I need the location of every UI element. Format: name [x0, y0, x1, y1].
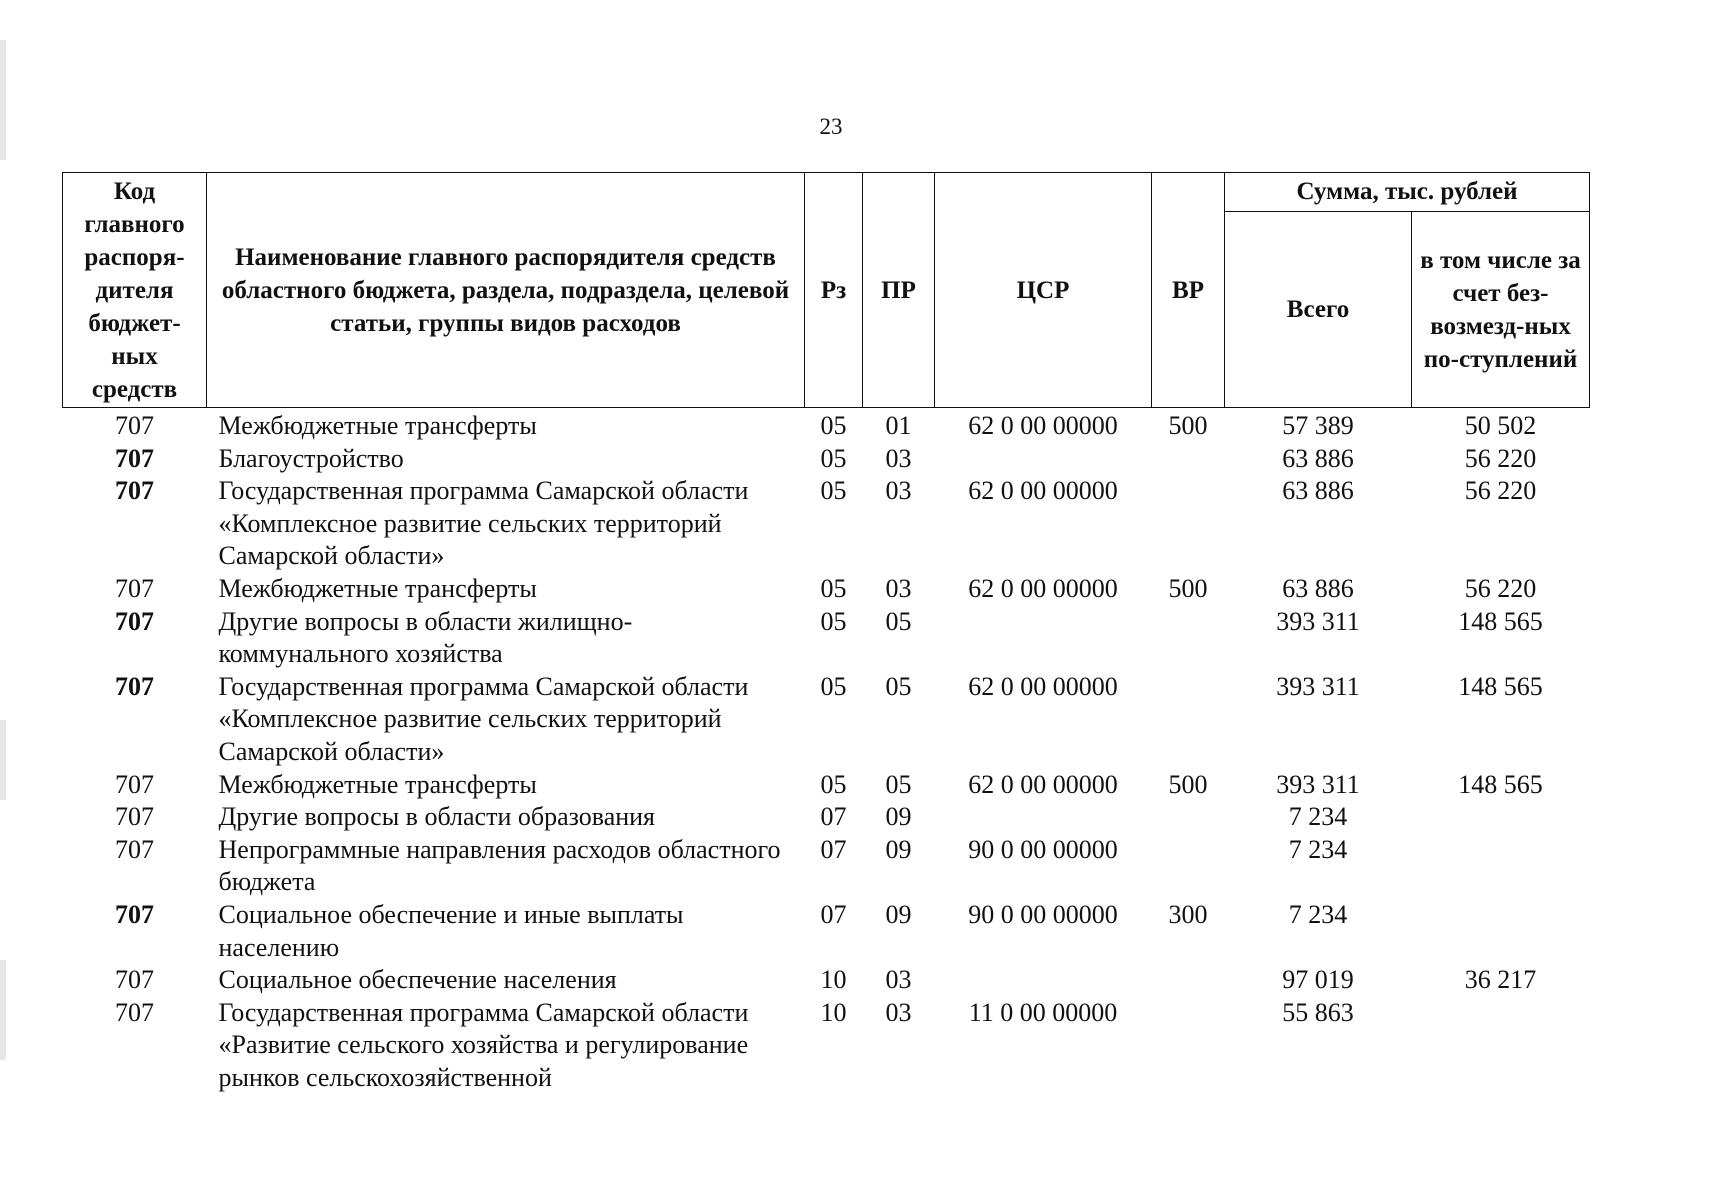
cell-total: 7 234 — [1288, 899, 1348, 929]
scan-edge-artifact — [0, 720, 6, 800]
table-header — [63, 173, 1590, 408]
cell-rz: 07 — [820, 802, 847, 832]
cell-csr — [935, 606, 1152, 671]
cell-grant: 56 220 — [1464, 476, 1537, 506]
cell-code: 707 — [115, 769, 154, 799]
cell-rz: 07 — [820, 834, 847, 864]
cell-grant: 148 565 — [1458, 606, 1543, 636]
table-row — [63, 606, 1590, 671]
cell-rz: 05 — [820, 606, 847, 636]
cell-csr — [935, 443, 1152, 476]
cell-rz: 07 — [820, 899, 847, 929]
cell-vr: 500 — [1168, 411, 1208, 440]
cell-vr: 300 — [1168, 899, 1208, 929]
cell-total: 97 019 — [1282, 965, 1354, 995]
cell-pr: 03 — [885, 965, 912, 995]
cell-name: Благоустройство — [218, 443, 404, 473]
header-total: Всего — [1225, 212, 1412, 408]
cell-vr — [1152, 475, 1225, 573]
cell-total: 393 311 — [1276, 606, 1360, 636]
cell-rz: 05 — [820, 411, 847, 440]
table-row — [63, 408, 1590, 443]
table-row — [63, 834, 1590, 899]
table-row — [63, 443, 1590, 476]
cell-vr — [1152, 964, 1225, 997]
cell-vr — [1152, 606, 1225, 671]
cell-code: 707 — [115, 802, 154, 832]
cell-total: 57 389 — [1282, 411, 1354, 440]
cell-pr: 09 — [885, 834, 912, 864]
header-sum: Сумма, тыс. рублей — [1225, 173, 1590, 212]
cell-csr: 62 0 00 00000 — [968, 671, 1118, 701]
cell-grant: 56 220 — [1464, 573, 1537, 603]
cell-csr: 90 0 00 00000 — [968, 899, 1118, 929]
cell-vr: 500 — [1168, 769, 1208, 799]
cell-csr: 62 0 00 00000 — [968, 411, 1118, 440]
table-row — [63, 769, 1590, 802]
cell-name: Государственная программа Самарской области «Комплексное развитие сельских территорий Самарской области» — [218, 476, 749, 571]
cell-vr — [1152, 443, 1225, 476]
cell-total: 7 234 — [1288, 834, 1348, 864]
header-rz: Рз — [805, 173, 863, 408]
budget-table — [62, 172, 1590, 1094]
header-pr: ПР — [863, 173, 935, 408]
header-code: Код главного распоря-дителя бюджет-ных средств — [63, 173, 207, 408]
table-row — [63, 899, 1590, 964]
cell-grant — [1412, 801, 1590, 834]
cell-rz: 05 — [820, 443, 847, 473]
cell-rz: 05 — [820, 671, 847, 701]
cell-vr — [1152, 834, 1225, 899]
header-vr: ВР — [1152, 173, 1225, 408]
cell-code: 707 — [115, 965, 154, 995]
header-grant: в том числе за счет без-возмезд-ных по-ступлений — [1412, 212, 1590, 408]
cell-vr — [1152, 671, 1225, 769]
table-row — [63, 801, 1590, 834]
cell-name: Социальное обеспечение и иные выплаты населению — [218, 899, 684, 962]
cell-pr: 09 — [885, 802, 912, 832]
cell-pr: 03 — [885, 997, 912, 1027]
table-row — [63, 964, 1590, 997]
cell-csr — [935, 964, 1152, 997]
cell-grant: 148 565 — [1458, 671, 1543, 701]
cell-total: 55 863 — [1282, 997, 1354, 1027]
cell-grant — [1412, 834, 1590, 899]
cell-name: Государственная программа Самарской области «Комплексное развитие сельских территорий Самарской области» — [218, 671, 749, 766]
cell-vr — [1152, 997, 1225, 1095]
cell-grant — [1412, 997, 1590, 1095]
cell-vr — [1152, 801, 1225, 834]
cell-name: Межбюджетные трансферты — [218, 573, 537, 603]
table-row — [63, 475, 1590, 573]
cell-name: Социальное обеспечение населения — [218, 965, 617, 995]
cell-grant: 36 217 — [1464, 965, 1537, 995]
cell-name: Другие вопросы в области жилищно-коммунального хозяйства — [218, 606, 633, 669]
cell-csr — [935, 801, 1152, 834]
header-csr: ЦСР — [935, 173, 1152, 408]
cell-name: Непрограммные направления расходов областного бюджета — [218, 834, 781, 897]
cell-total: 393 311 — [1276, 671, 1360, 701]
cell-pr: 03 — [885, 573, 912, 603]
cell-name: Межбюджетные трансферты — [218, 769, 537, 799]
cell-pr: 05 — [885, 671, 912, 701]
cell-grant: 148 565 — [1458, 769, 1543, 799]
cell-grant: 56 220 — [1464, 443, 1537, 473]
cell-total: 63 886 — [1282, 443, 1354, 473]
cell-code: 707 — [115, 671, 154, 701]
scan-edge-artifact — [0, 960, 6, 1060]
cell-code: 707 — [115, 443, 154, 473]
table-row — [63, 573, 1590, 606]
cell-vr: 500 — [1168, 573, 1208, 603]
cell-pr: 01 — [885, 411, 912, 440]
cell-grant — [1412, 899, 1590, 964]
cell-grant: 50 502 — [1464, 411, 1537, 440]
cell-total: 63 886 — [1282, 573, 1354, 603]
cell-pr: 09 — [885, 899, 912, 929]
cell-pr: 03 — [885, 476, 912, 506]
scan-edge-artifact — [0, 40, 6, 160]
cell-total: 393 311 — [1276, 769, 1360, 799]
cell-rz: 10 — [820, 997, 847, 1027]
cell-rz: 05 — [820, 573, 847, 603]
cell-csr: 90 0 00 00000 — [968, 834, 1118, 864]
cell-pr: 05 — [885, 769, 912, 799]
cell-code: 707 — [115, 606, 154, 636]
cell-total: 63 886 — [1282, 476, 1354, 506]
cell-pr: 03 — [885, 443, 912, 473]
cell-code: 707 — [115, 411, 154, 440]
cell-pr: 05 — [885, 606, 912, 636]
cell-name: Межбюджетные трансферты — [218, 411, 537, 440]
cell-csr: 62 0 00 00000 — [968, 573, 1118, 603]
cell-name: Государственная программа Самарской области «Развитие сельского хозяйства и регулирование рынков сельскохозяйственной — [218, 997, 749, 1092]
cell-rz: 10 — [820, 965, 847, 995]
cell-name: Другие вопросы в области образования — [218, 802, 656, 832]
cell-code: 707 — [115, 573, 154, 603]
cell-code: 707 — [115, 476, 154, 506]
cell-code: 707 — [115, 899, 154, 929]
table-row — [63, 671, 1590, 769]
cell-csr: 62 0 00 00000 — [968, 769, 1118, 799]
cell-csr: 11 0 00 00000 — [968, 997, 1118, 1027]
cell-code: 707 — [115, 997, 154, 1027]
page-number: 23 — [819, 114, 843, 139]
table-body — [63, 408, 1590, 1095]
cell-total: 7 234 — [1288, 802, 1348, 832]
cell-rz: 05 — [820, 769, 847, 799]
cell-rz: 05 — [820, 476, 847, 506]
cell-csr: 62 0 00 00000 — [968, 476, 1118, 506]
header-name: Наименование главного распорядителя средств областного бюджета, раздела, подраздела, целевой статьи, группы видов расходов — [207, 173, 805, 408]
table-row — [63, 997, 1590, 1095]
cell-code: 707 — [115, 834, 154, 864]
